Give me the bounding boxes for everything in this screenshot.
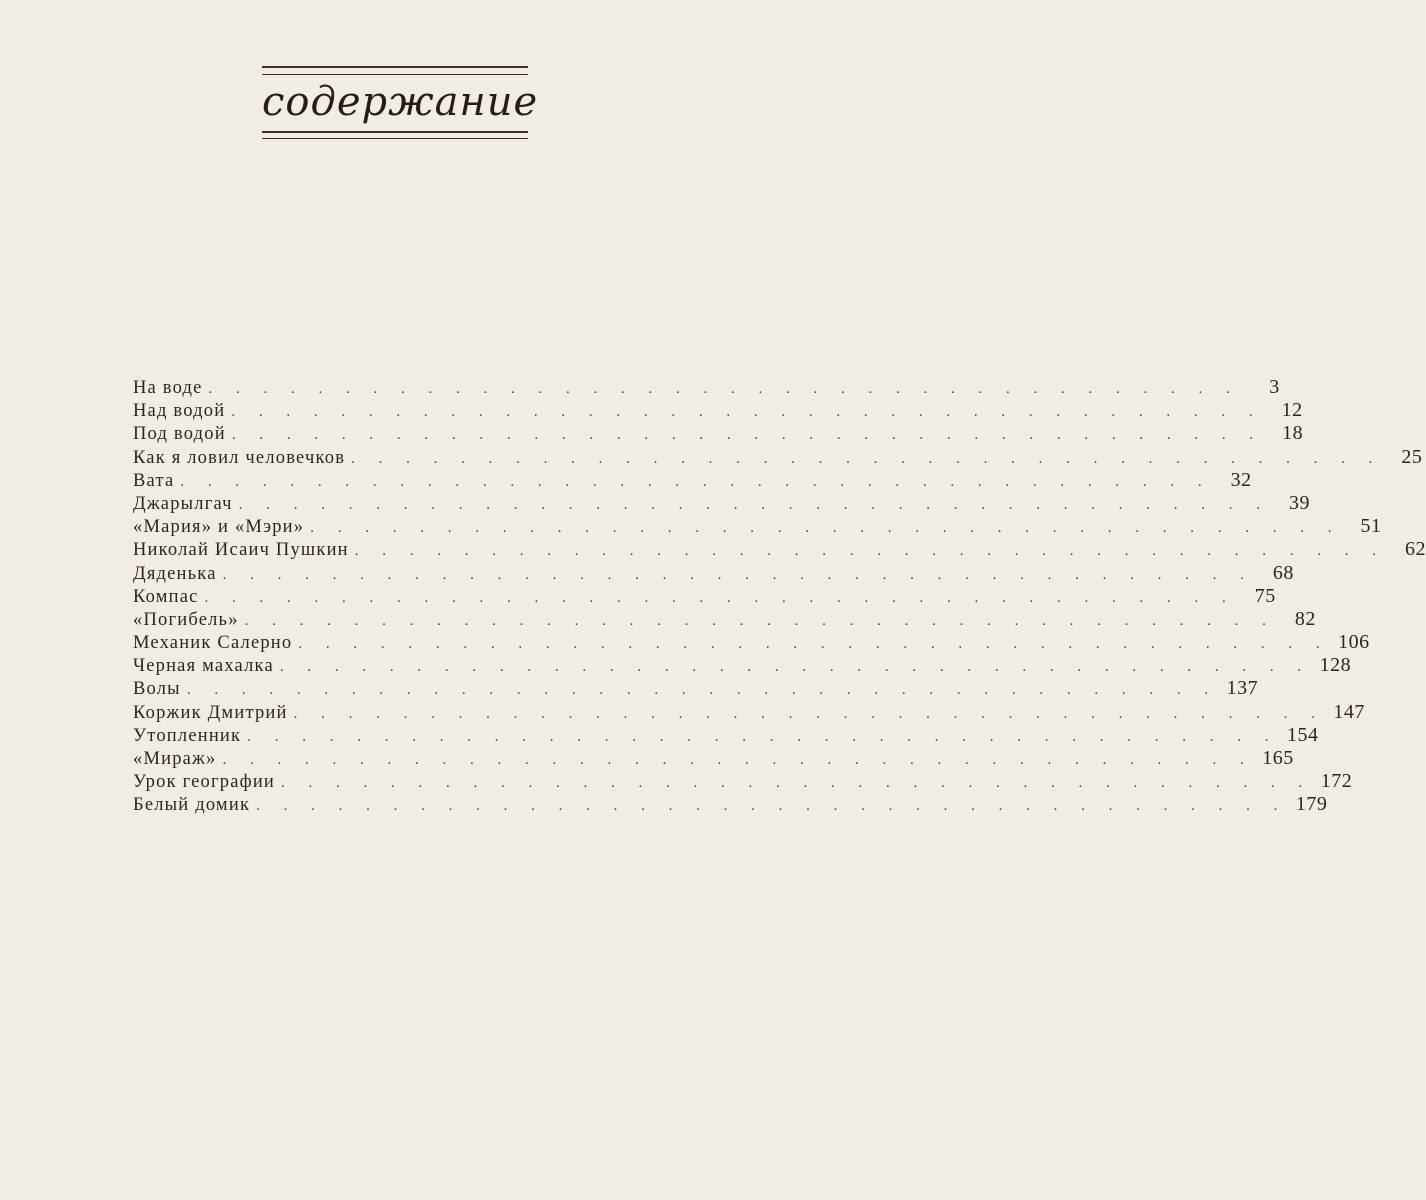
toc-entry (133, 538, 1426, 561)
toc-entry (133, 376, 1280, 399)
toc-entry (133, 584, 1276, 608)
toc-page-number: 172 (1320, 770, 1353, 793)
toc-entry-title: Джарылгач (133, 493, 233, 514)
toc-dot-leader: . . . . . . . . . . . . . . . . . . . . . . . . . . . . . . . . . . . . . . (186, 682, 1219, 699)
toc-entry-title: На воде (133, 378, 203, 398)
toc-entry-title: Под водой (133, 424, 226, 445)
toc-page-number: 82 (1294, 607, 1316, 630)
toc-dot-leader: . . . . . . . . . . . . . . . . . . . . . . . . . . . . . . . . . . . . . . (351, 450, 1383, 467)
toc-entry-title: Как я ловил человечков (133, 447, 346, 468)
toc-dot-leader: . . . . . . . . . . . . . . . . . . . . . . . . . . . . . . . . . . . . . . (180, 473, 1212, 490)
toc-entry-title: Коржик Дмитрий (133, 702, 288, 723)
toc-page-number: 179 (1295, 793, 1328, 816)
toc-dot-leader: . . . . . . . . . . . . . . . . . . . . . . . . . . . . . . . . . . . . . . (298, 636, 1330, 653)
toc-entry-title: Вата (133, 470, 175, 491)
header-bottom-rule-thin (262, 138, 528, 139)
toc-entry-title: Компас (133, 586, 199, 607)
toc-entry (133, 607, 1316, 631)
toc-dot-leader: . . . . . . . . . . . . . . . . . . . . . . . . . . . . . . . . . . . . . . (231, 404, 1263, 421)
toc-page-number: 51 (1360, 515, 1382, 538)
toc-entry (133, 399, 1303, 422)
toc-entry (133, 700, 1365, 724)
header-top-rule-thin (262, 74, 528, 75)
toc-entry (133, 491, 1310, 515)
toc-entry (133, 747, 1294, 770)
toc-entry-title: Над водой (133, 401, 226, 422)
toc-page-number: 128 (1319, 654, 1352, 677)
toc-dot-leader: . . . . . . . . . . . . . . . . . . . . . . . . . . . . . . . . . . . . . . (256, 798, 1288, 815)
toc-entry-title: Утопленник (133, 725, 242, 746)
toc-dot-leader: . . . . . . . . . . . . . . . . . . . . . . . . . . . . . . . . . . . . . . (310, 520, 1342, 537)
toc-dot-leader: . . . . . . . . . . . . . . . . . . . . . . . . . . . . . . . . . . . . . . (281, 775, 1313, 792)
toc-dot-leader: . . . . . . . . . . . . . . . . . . . . . . . . . . . . . . . . . . . . . . (247, 728, 1279, 745)
toc-entry (133, 561, 1294, 585)
toc-entry-title: Николай Исаич Пушкин (133, 540, 349, 561)
toc-entry (133, 422, 1304, 445)
toc-entry (133, 723, 1319, 747)
toc-page-number: 75 (1254, 584, 1276, 607)
toc-entry (133, 793, 1328, 816)
toc-entry-title: Волы (133, 679, 181, 700)
toc-page-number: 137 (1226, 677, 1259, 700)
toc-entry-title: «Мираж» (133, 749, 217, 769)
toc-page-number: 25 (1401, 445, 1423, 468)
toc-entry (133, 677, 1259, 700)
toc-entry-title: Дяденька (133, 563, 217, 584)
toc-page-number: 12 (1281, 399, 1303, 422)
page-title: содержание (262, 79, 539, 125)
toc-dot-leader: . . . . . . . . . . . . . . . . . . . . . . . . . . . . . . . . . . . . . . (204, 589, 1236, 606)
toc-entry (133, 631, 1370, 654)
toc-entry-title: «Погибель» (133, 609, 239, 630)
toc-dot-leader: . . . . . . . . . . . . . . . . . . . . . . . . . . . . . . . . . . . . . . (354, 543, 1387, 560)
toc-entry-title: «Мария» и «Мэри» (133, 517, 305, 538)
toc-dot-leader: . . . . . . . . . . . . . . . . . . . . . . . . . . . . . . . . . . . . . . (222, 752, 1254, 768)
toc-entry (133, 468, 1252, 492)
toc-dot-leader: . . . . . . . . . . . . . . . . . . . . . . . . . . . . . . . . . . . . . . (208, 381, 1240, 397)
toc-dot-leader: . . . . . . . . . . . . . . . . . . . . . . . . . . . . . . . . . . . . . . (231, 427, 1264, 444)
toc-page-number: 106 (1338, 631, 1370, 654)
toc-dot-leader: . . . . . . . . . . . . . . . . . . . . . . . . . . . . . . . . . . . . . . (279, 659, 1312, 676)
toc-page-number: 62 (1405, 538, 1426, 561)
toc-page-number: 18 (1282, 422, 1304, 445)
toc-dot-leader: . . . . . . . . . . . . . . . . . . . . . . . . . . . . . . . . . . . . . . (244, 612, 1276, 629)
table-of-contents (133, 376, 1426, 817)
toc-page-number: 32 (1230, 468, 1252, 491)
toc-page-number: 68 (1272, 561, 1294, 584)
toc-entry (133, 770, 1353, 793)
toc-entry (133, 654, 1352, 677)
toc-page-number: 3 (1269, 376, 1280, 398)
toc-page-number: 39 (1288, 491, 1310, 514)
toc-entry (133, 445, 1423, 469)
toc-entry-title: Механик Салерно (133, 633, 293, 654)
toc-page-number: 147 (1333, 700, 1365, 723)
toc-entry-title: Черная махалка (133, 656, 274, 677)
toc-dot-leader: . . . . . . . . . . . . . . . . . . . . . . . . . . . . . . . . . . . . . . (222, 566, 1254, 583)
toc-entry-title: Урок географии (133, 772, 276, 793)
header-top-rule-thick (262, 66, 528, 68)
header-bottom-rule-thick (262, 131, 528, 133)
toc-entry (133, 515, 1382, 538)
toc-page-number: 154 (1286, 723, 1319, 746)
toc-page-number: 165 (1262, 747, 1294, 769)
toc-dot-leader: . . . . . . . . . . . . . . . . . . . . . . . . . . . . . . . . . . . . . . (238, 496, 1270, 513)
toc-dot-leader: . . . . . . . . . . . . . . . . . . . . . . . . . . . . . . . . . . . . . . (293, 705, 1325, 722)
toc-entry-title: Белый домик (133, 795, 251, 816)
